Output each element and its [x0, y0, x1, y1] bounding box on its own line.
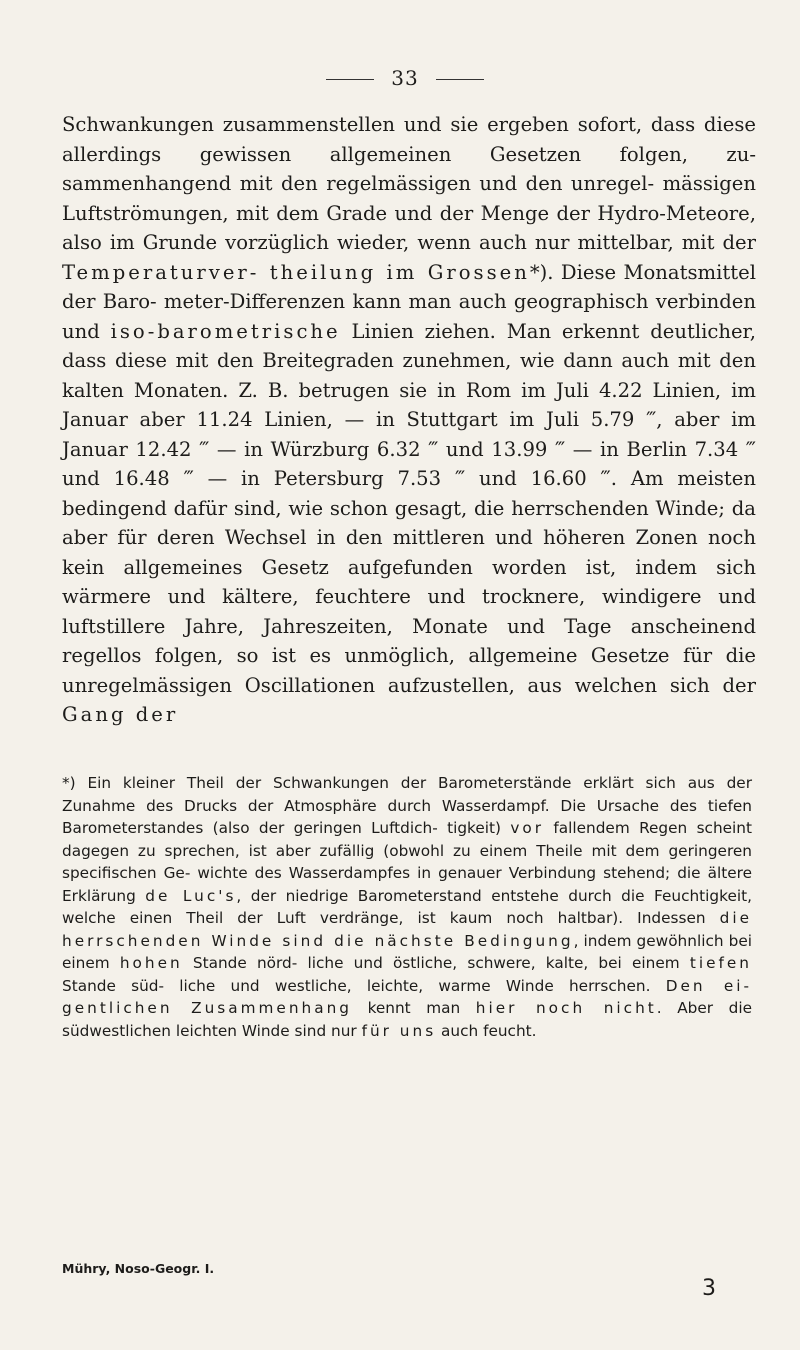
footnote-emphasis: hohen — [119, 954, 183, 972]
footnote-part: auch feucht. — [436, 1021, 537, 1040]
footnote-emphasis: die herrschenden Winde sind die nächste Bedingung — [62, 909, 752, 950]
footnote-part: Stande süd- liche und westliche, leichte, warme Winde herrschen. — [62, 976, 666, 995]
footnote-emphasis: Den ei- gentlichen Zusammenhang — [62, 976, 752, 1017]
footnote-emphasis: hier noch nicht — [475, 999, 657, 1017]
spaced-emphasis: Temperaturver- theilung im Grossen — [62, 260, 530, 284]
footnote-emphasis: de Luc's — [145, 886, 237, 905]
signature-mark: 3 — [702, 1276, 716, 1301]
body-text-part: Schwankungen zusammenstellen und sie ergeben sofort, dass diese allerdings gewissen allgemeinen Gesetzen folgen, zu- sammenhangend mit den regelmässigen und den unregel- mässigen Luftströmungen, mit dem Grade und der Menge der Hydro-Meteore, also im Grunde vorzüglich wieder, wenn auch nur mittelbar, mit der — [62, 113, 756, 254]
footnote-part: Stande nörd- liche und östliche, schwere, kalte, bei einem — [182, 954, 690, 972]
footnote-emphasis: für uns — [361, 1021, 437, 1040]
spaced-emphasis: iso-barometrische — [110, 319, 341, 343]
page-header — [52, 66, 758, 90]
spaced-emphasis: Gang der — [62, 703, 179, 726]
footnote — [62, 772, 752, 1042]
footnote-part: , der niedrige Barometerstand entstehe durch die Feuchtigkeit, welche einen Theil der Luft verdränge, ist kaum noch haltbar). Indessen — [62, 886, 752, 927]
body-paragraph — [62, 110, 756, 730]
header-dash-right — [436, 79, 484, 80]
header-dash-left — [326, 79, 374, 80]
body-text-part: Linien ziehen. Man erkennt deutlicher, dass diese mit den Breitegraden zunehmen, wie dann auch mit den kalten Monaten. Z. B. betrugen sie in Rom im Juli 4.22 Linien, im Januar aber 11.24 Linien, — in Stuttgart im Juli 5.79 ‴, aber im Januar 12.42 ‴ — in Würzburg 6.32 ‴ und 13.99 ‴ — in Berlin 7.34 ‴ und 16.48 ‴ — in Petersburg 7.53 ‴ und 16.60 ‴. Am meisten bedingend dafür sind, wie schon gesagt, die herrschenden Winde; da aber für deren Wechsel in den mittleren und höheren Zonen noch kein allgemeines Gesetz aufgefunden worden ist, indem sich wärmere und kältere, feuchtere und trocknere, windigere und luftstillere Jahre, Jahreszeiten, Monate und Tage anscheinend regellos folgen, so ist es unmöglich, allgemeine Gesetze für die unregelmässigen Oscillationen aufzustellen, aus welchen sich der — [62, 319, 757, 697]
page-number: 33 — [391, 66, 419, 90]
footnote-part: , indem gewöhnlich bei einem — [62, 931, 752, 972]
footnote-emphasis: vor — [510, 819, 545, 837]
footnote-part: . Aber die südwestlichen leichten Winde sind nur — [62, 999, 753, 1040]
footnote-part: fallendem Regen scheint dagegen zu sprechen, ist aber zufällig (obwohl zu einem Theile mit dem geringeren specifischen Ge- wichte des Wasserdampfes in genauer Verbindung stehend; die ältere Erklärung — [62, 819, 752, 905]
footnote-part: *) Ein kleiner Theil der Schwankungen der Barometerstände erklärt sich aus der Zunahme des Drucks der Atmosphäre durch Wasserdampf. Die Ursache des tiefen Barometerstandes (also der geringen Luftdich- tigkeit) — [62, 774, 752, 837]
document-page — [52, 0, 758, 1350]
footnote-part: kennt man — [352, 999, 476, 1017]
imprint-line: Mühry, Noso-Geogr. I. — [62, 1261, 215, 1276]
footnote-emphasis: tiefen — [689, 954, 752, 972]
body-text-part: *). Diese Monatsmittel der Baro- meter-Differenzen kann man auch geographisch verbinden und — [62, 260, 756, 343]
